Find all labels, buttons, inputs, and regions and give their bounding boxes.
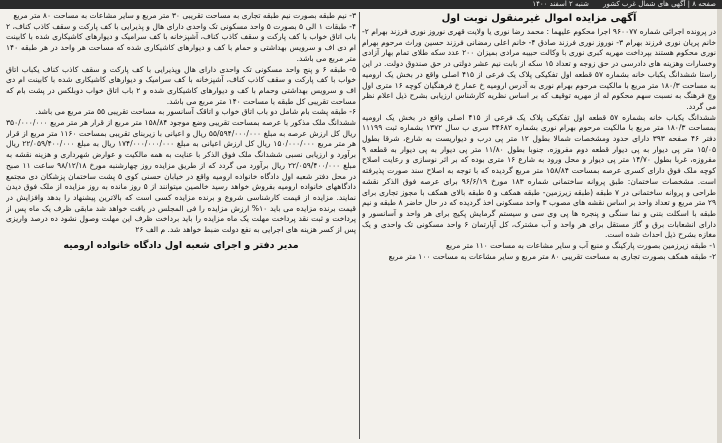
notice-paragraph: ششدانگ یکباب خانه بشماره ۵۷ قطعه اول تفکیکی پلاک یک فرعی از ۴۱۵ اصلی واقع در بخش یک ارومیه بمساحت ۱۸۰/۳ متر مربع با مالکیت مرحوم بهرام نوری بشماره ۳۴۶۸۲ سری ب سال ۱۳۷۲ بشماره ثبت ۱۱۱۹۹ دفتر ۴۶ صفحه ۳۹۳ دارای حدود ومشخصات شمالا بطول ۱۲ متر پی درب و دیواریست به شارع، شرقا بطول ۱۵/۰۵ متر پی دیوار به پی دیوار قطعه دوم مفروزه، جنوبا بطول ۱۱/۸۰ متر پی دیوار به پی دیوار به قطعه ۹ مفروزه، غربا بطول ۱۴/۷۰ متر پی دیوار و محل ورود به شارع ۱۶ متری بوده که بر اثر نوسازی و رعایت اصلاح کوچه ملک فوق دارای کسری عرصه بمساحت ۱۵۸/۸۴ متر مربع گردیده که با توجه به اصلاح سند صورت پذیرفته است. مشخصات ساختمان: طبق پروانه ساختمانی شماره ۱۸۳ مورخ ۹۶/۶/۱۹ برای عرصه فوق الذکر نقشه طراحی و پروانه ساختمانی در ۷ طبقه (طبقه زیرزمین- طبقه همکف و ۵ طبقه بالای همکف با مجوز تجاری برای ۲۹ متر مربع و تعداد واحد بر اساس نقشه های مصوب ۳ واحد مسکونی اخذ گردیده که در حال حاضر ۸ طبقه و نیم طبقه با اسکلت بتنی و نما سنگی و پنجره ها پی وی سی و سیستم گرمایش پکیج برای هر واحد و آسانسور و دارای انشعابات برق و گاز مستقل برای هر واحد و آب مشترک، کل آپارتمان ۶ واحد مسکونی تک واحدی و یک مغازه بشرح ذیل احداث شده است.	[362, 112, 716, 240]
floor-item: ۶- طبقه پشت بام شامل دو باب اتاق خواب و اتاقک آسانسور به مساحت تقریبی ۵۵ متر مربع می باشد.	[35, 107, 356, 117]
notice-title: آگهی مزایده اموال غیرمنقول نوبت اول	[441, 13, 637, 24]
floor-item: ۱- طبقه زیرزمین بصورت پارکینگ و منبع آب و سایر مشاعات به مساحت ۱۱۰ متر مربع	[445, 241, 716, 251]
header-band-right: صفحه ۸ | آگهی های شمال غرب کشور	[603, 0, 716, 8]
header-band-left: شنبه ۲ اسفند ۱۴۰۰	[532, 0, 589, 8]
column-divider	[359, 12, 360, 439]
notice-right-column	[362, 11, 716, 439]
page-edge	[717, 9, 722, 443]
header-band	[0, 0, 722, 9]
floor-item: ۲- طبقه همکف بصورت تجاری به مساحت تقریبی ۸۰ متر مربع و سایر مشاعات به مساحت ۱۰۰ متر مربع	[388, 251, 716, 261]
floor-item: ۵- طبقه ۶ و پنج واحد مسکونی تک واحدی دارای هال وپذیرایی با کف پارکت و سقف کاذب کناف یکباب اتاق خواب با کف پارکت و سقف کاذب کناف، آشپزخانه با کف سرامیک و دیوارهای کاشیکاری شده با کابینت ام دی اف و سرویس بهداشتی وحمام با کف و دیوارهای کاشیکاری شده و ۲ باب اتاق خواب دوبلکس در پشت بام که مساحت تقریبی کل طبقه با مساحت ۱۴۰ متر مربع می باشد.	[6, 64, 356, 106]
notice-paragraph: در پرونده اجرائی شماره ۹۶۰۰۷۷ اجرا محکوم علیهما : محمد رضا نوری یا ولایت قهری نوروز نوری فرزند بهرام ۲- خانم پریان نوری فرزند بهرام ۳- نوروز نوری فرزند صادق ۴- خانم اعلی رمضانی فرزند حسین وراث مرحوم بهرام نوری محکوم هستند بپرداخت مهریه کبری نوری با وکالت حبیبه مرادی بمیزان ۲۰۰ عدد سکه طلای تمام بهار آزادی وخسارات وهزینه های دادرسی در حق زوجه و تعداد ۱۵ سکه از بابت نیم عشر دولتی در حق صندوق دولت. در این راستا ششدانگ یکباب خانه بشماره ۵۷ قطعه اول تفکیکی پلاک یک فرعی از ۴۱۵ اصلی واقع در بخش یک ارومیه به مساحت ۱۸۰/۳ متر مربع با مالکیت مرحوم بهرام نوری به آدرس ارومیه خ عمار خ فرهنگیان کوچه ۱۶ متری اول وچ فرهنگ به نسبت سهم محکوم له از مهریه توقیف که بر اساس نظریه کارشناس ارزیابی بشرح ذیل اعلام نظر می گردد.	[362, 27, 716, 111]
floor-item: ۳- نیم طبقه بصورت نیم طبقه تجاری به مساحت تقریبی ۳۰ متر مربع و سایر مشاعات به مساحت ۸۰ متر مربع	[13, 11, 356, 20]
floor-item: ۴- طبقات ۱ الی ۵ بصورت ۵ واحد مسکونی تک واحدی دارای هال و پذیرایی با کف پارکت و سقف کاذب کناف، ۲ باب اتاق خواب با کف پارکت و سقف کاذب کناف، آشپزخانه با کف سرامیک و دیوارهای کاشیکاری شده با کابینت ام دی اف و سرویس بهداشتی و حمام با کف و دیوارهای کاشیکاری شده که مساحت هر واحد در هر طبقه ۱۴۰ متر مربع می باشد.	[6, 21, 356, 63]
notice-paragraph: ششدانگ ملک مذکور با عرصه بمساحت تقریبی وضع موجود ۱۵۸/۸۴ متر مربع از قرار هر متر مربع ۳۵۰/۰۰۰/۰۰۰ ریال کل ارزش عرصه به مبلغ ۵۵/۵۹۴/۰۰۰/۰۰۰ ریال و اعیانی با زیربنای تقریبی بمساحت ۱۱۶۰ متر مربع از قرار هر متر مربع ۱۵۰/۰۰۰/۰۰۰ ریال کل ارزش اعیانی به مبلغ ۱۷۴/۰۰۰/۰۰۰/۰۰۰ ریال به مبلغ ۲۲/۰۵۹/۴۰۰/۰۰۰ ریال برآورد و ارزیابی نسبی ششدانگ ملک فوق الذکر با عنایت به همه مالکیت و عوارض شهرداری و هزینه نقشه به مبلغ ۲۲/۰۵۹/۴۰۰/۰۰۰ ریال برآورد می گردد که از طریق مزایده روز چهارشنبه مورخ ۹۸/۱۲/۱۸ ساعت ۱۱ صبح در محل دفتر شعبه اول دادگاه خانواده ارومیه واقع در خیابان حسنی کوی ۵ پشت ساختمان پزشکان دی مجتمع دادگاههای خانواده ارومیه بفروش خواهد رسید خالصین میتوانند از ۵ روز مانده به روز مزایده از ملک فوق دیدن نمایند. مزایده از قیمت کارشناسی شروع و برنده مزایده کسی است که بالاترین پیشنهاد را بدهد وافزایش در قیمت برنده مزایده می باید ۱۰% ارزش مزایده را فی المجلس در یافت خواهد شد مابقی ظرف یک ماه پس از پرداخت و ثبت نقد پرداخت مهلت یک ماه مزایده را باید برداخت ظرف این مهلت وصول نشود ده درصد واریزی پس از کسر هزینه های اجرایی به نفع دولت ضبط خواهد شد. م الف ۲۶	[6, 118, 356, 235]
notice-left-column	[6, 11, 356, 439]
notice-signature: مدیر دفتر و اجرای شعبه اول دادگاه خانواده ارومیه	[63, 239, 299, 251]
